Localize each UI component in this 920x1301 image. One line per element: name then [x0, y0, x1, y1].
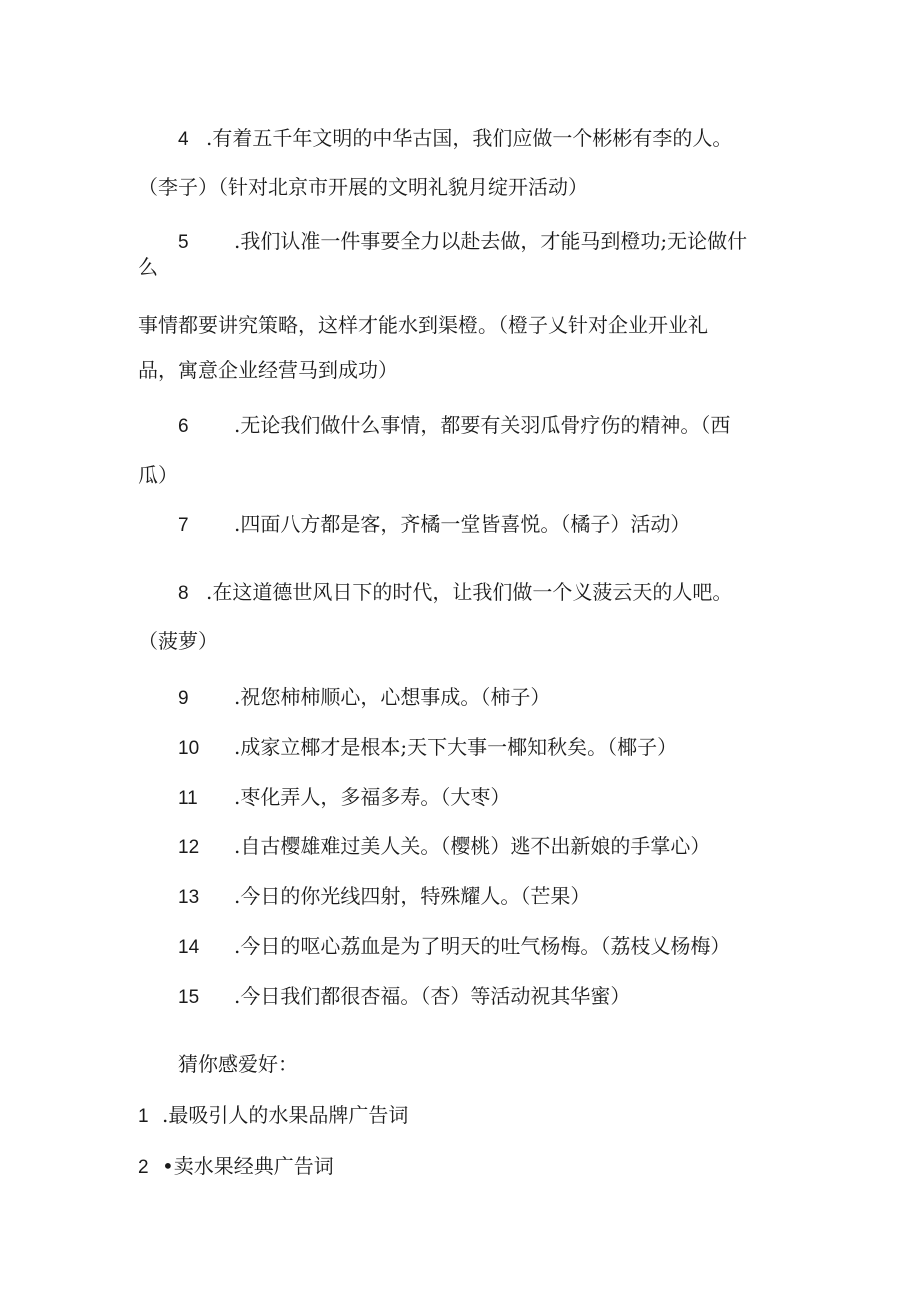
list-item-14	[178, 932, 730, 962]
list-item-5-line-2	[138, 253, 158, 281]
list-item-5-line-1	[178, 227, 747, 257]
list-item-13	[178, 882, 590, 912]
item-text: .在这道德世风日下的时代，让我们做一个义菠云天的人吧。	[206, 580, 733, 604]
item-number: 9	[178, 688, 189, 709]
item-text: （菠萝）	[138, 629, 218, 653]
item-number: 14	[178, 937, 200, 958]
list-item-5-line-3	[138, 311, 708, 339]
section-heading: 猜你感爱好：	[178, 1052, 298, 1076]
related-text: •卖水果经典广告词	[162, 1154, 334, 1178]
list-item-12	[178, 832, 710, 862]
item-text: 品，寓意企业经营马到成功）	[138, 358, 398, 382]
item-number: 10	[178, 738, 200, 759]
item-text: .今日我们都很杏福。（杏）等活动祝其华蜜）	[234, 984, 631, 1008]
item-number: 13	[178, 887, 200, 908]
item-number: 4	[178, 129, 189, 150]
item-text: 瓜）	[138, 463, 178, 487]
list-item-11	[178, 783, 510, 813]
related-number: 2	[138, 1157, 149, 1178]
list-item-10	[178, 733, 677, 763]
item-text: .今日的你光线四射，特殊耀人。（芒果）	[234, 884, 591, 908]
list-item-8-line-1	[178, 578, 732, 608]
item-number: 11	[178, 788, 198, 809]
item-text: 么	[138, 255, 158, 279]
item-number: 6	[178, 416, 189, 437]
list-item-4-line-1	[178, 124, 732, 154]
list-item-6-line-2	[138, 461, 178, 489]
item-number: 5	[178, 232, 189, 253]
item-text: .今日的呕心荔血是为了明天的吐气杨梅。（荔枝乂杨梅）	[234, 934, 731, 958]
related-link-1[interactable]	[138, 1101, 408, 1131]
list-item-6-line-1	[178, 411, 730, 441]
list-item-8-line-2	[138, 627, 218, 655]
list-item-5-line-4	[138, 356, 398, 384]
item-text: .成家立椰才是根本;天下大事一椰知秋矣。（椰子）	[234, 735, 678, 759]
item-text: .枣化弄人，多福多寿。（大枣）	[234, 785, 511, 809]
item-text: .无论我们做什么事情，都要有关羽瓜骨疗伤的精神。（西	[234, 413, 731, 437]
item-text: .我们认准一件事要全力以赴去做，才能马到橙功;无论做什	[234, 229, 748, 253]
item-text: .有着五千年文明的中华古国，我们应做一个彬彬有李的人。	[206, 126, 733, 150]
list-item-7	[178, 510, 690, 540]
item-number: 15	[178, 987, 200, 1008]
item-text: .祝您柿柿顺心，心想事成。（柿子）	[234, 685, 551, 709]
list-item-9	[178, 683, 550, 713]
item-number: 8	[178, 583, 189, 604]
item-text: .自古樱雄难过美人关。（樱桃）逃不出新娘的手掌心）	[234, 834, 711, 858]
item-text: .四面八方都是客，齐橘一堂皆喜悦。（橘子）活动）	[234, 512, 691, 536]
item-number: 7	[178, 515, 189, 536]
list-item-4-line-2	[138, 173, 588, 201]
list-item-15	[178, 982, 630, 1012]
item-text: （李子）（针对北京市开展的文明礼貌月绽开活动）	[138, 175, 588, 199]
related-link-2[interactable]	[138, 1152, 334, 1182]
related-text: .最吸引人的水果品牌广告词	[162, 1103, 409, 1127]
item-number: 12	[178, 837, 200, 858]
related-number: 1	[138, 1106, 149, 1127]
item-text: 事情都要讲究策略，这样才能水到渠橙。（橙子乂针对企业开业礼	[138, 313, 708, 337]
